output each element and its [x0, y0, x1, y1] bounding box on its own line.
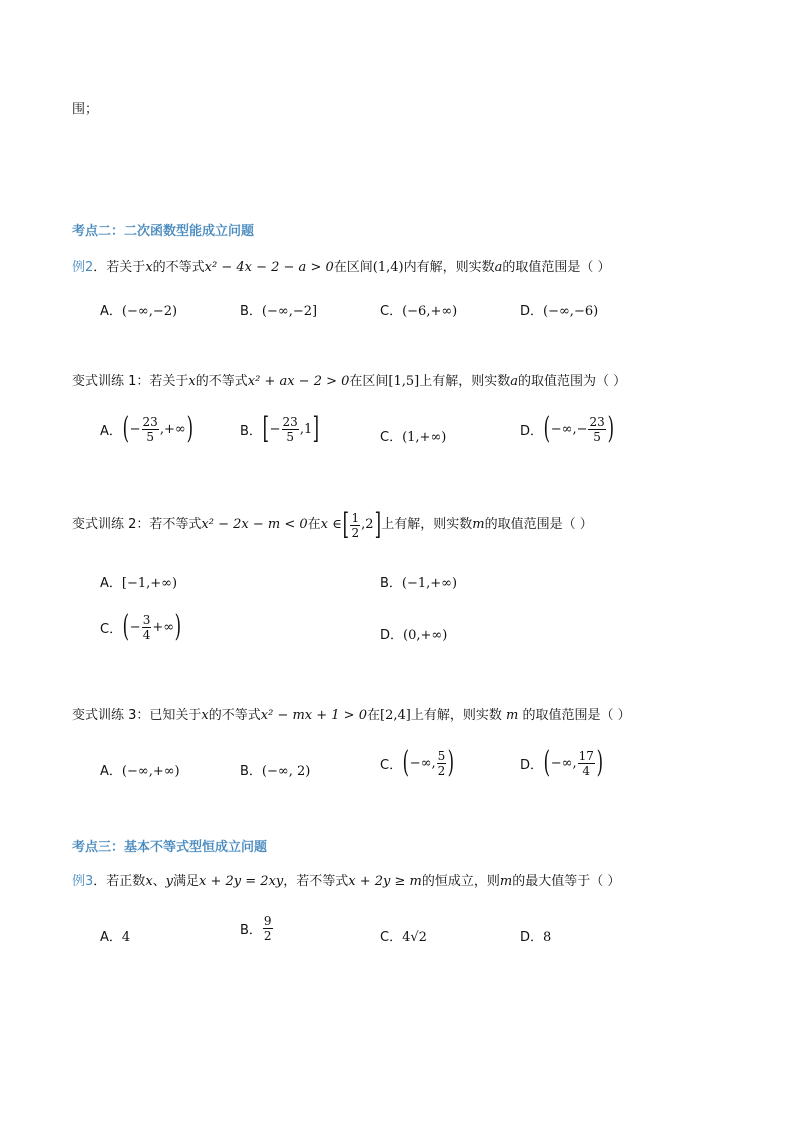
question-text: 内有解，则实数: [403, 260, 495, 275]
math-var: m: [499, 874, 513, 889]
option-d[interactable]: D． ( −∞,− $\frac{23}{5}$ ): [520, 411, 614, 446]
question-text: 满足: [173, 874, 200, 889]
math-var: x: [145, 874, 153, 889]
option-d[interactable]: D．(−∞,−6): [520, 304, 599, 319]
question-ex3: [72, 872, 620, 892]
example-prefix: 例: [72, 260, 86, 275]
option-b[interactable]: B．(−1,+∞): [380, 576, 458, 591]
question-text: 的不等式: [152, 260, 205, 275]
question-text: 在区间: [349, 374, 389, 389]
option-c[interactable]: C． ( −∞, $\frac{5}{2}$ ): [380, 745, 455, 780]
option-c[interactable]: C．4√2: [380, 930, 427, 945]
example-prefix: 例: [72, 874, 86, 889]
math-var: y: [165, 874, 174, 889]
math-var: m: [472, 517, 485, 532]
question-text: ．若正数: [93, 874, 146, 889]
question-text: 的恒成立，则: [421, 874, 500, 889]
question-text: ，若不等式: [283, 874, 349, 889]
option-b[interactable]: B．(−∞, 2): [240, 764, 311, 779]
option-d[interactable]: D．8: [520, 930, 552, 945]
question-variant-3: [72, 706, 631, 726]
math-var: x: [188, 374, 196, 389]
math-inequality: x² + ax − 2 > 0: [247, 374, 350, 389]
math-inequality: x² − mx + 1 > 0: [260, 708, 367, 723]
example-number: 3: [85, 874, 94, 889]
question-text: 的取值范围为（ ）: [518, 374, 627, 389]
question-text: 在: [307, 517, 321, 532]
option-b[interactable]: B．(−∞,−2]: [240, 304, 318, 319]
math-var: x: [145, 260, 153, 275]
option-d[interactable]: D． ( −∞, $\frac{17}{4}$ ): [520, 745, 603, 780]
option-c[interactable]: C．(1,+∞): [380, 430, 447, 445]
option-b[interactable]: B． $\frac{9}{2}$: [240, 914, 272, 943]
question-text: 的取值范围是（ ）: [484, 517, 593, 532]
math-interval: [2,4]: [380, 708, 411, 723]
question-text: 上有解，则实数: [419, 374, 511, 389]
question-text: 上有解，则实数: [410, 708, 502, 723]
math-interval: (1,4): [372, 260, 404, 275]
math-var: a: [494, 260, 503, 275]
question-variant-2: 变式训练 2：若不等式 x² − 2x − m < 0 在 x ∈ [ $\frac{1}{2}$ ,2 ] 上有解，则实数 m 的取值范围是（ ）: [72, 507, 593, 542]
option-a[interactable]: A．(−∞,−2): [100, 304, 178, 319]
math-var: a: [510, 374, 519, 389]
continued-text: 围；: [72, 102, 99, 117]
math-var: x: [201, 708, 209, 723]
option-c[interactable]: C． ( − $\frac{3}{4}$ +∞ ): [100, 609, 182, 644]
option-a[interactable]: A．4: [100, 930, 131, 945]
question-text: 变式训练 1：若关于: [72, 374, 189, 389]
math-equation: x + 2y = 2xy: [199, 874, 284, 889]
math-inequality: x² − 2x − m < 0: [201, 517, 308, 532]
math-inequality: x + 2y ≥ m: [348, 874, 422, 889]
question-text: 变式训练 2：若不等式: [72, 517, 202, 532]
question-text: 的取值范围是（ ）: [522, 708, 631, 723]
question-text: 变式训练 3：已知关于: [72, 708, 202, 723]
section-heading-2: 考点二：二次函数型能成立问题: [72, 224, 255, 239]
question-text: 的不等式: [195, 374, 248, 389]
option-a[interactable]: A．[−1,+∞): [100, 576, 178, 591]
question-text: 的取值范围是（ ）: [502, 260, 611, 275]
option-d[interactable]: D．(0,+∞): [380, 628, 448, 643]
math-var: m: [505, 708, 519, 723]
section-heading-3: 考点三：基本不等式型恒成立问题: [72, 840, 268, 855]
math-interval: [1,5]: [388, 374, 420, 389]
question-ex2: [72, 258, 611, 278]
question-text: 上有解，则实数: [381, 517, 473, 532]
option-a[interactable]: A． ( − $\frac{23}{5}$ ,+∞ ): [100, 411, 193, 446]
math-inequality: x² − 4x − 2 − a > 0: [204, 260, 334, 275]
question-text: 在: [366, 708, 380, 723]
example-number: 2: [85, 260, 94, 275]
question-text: 的最大值等于（ ）: [512, 874, 621, 889]
option-c[interactable]: C．(−6,+∞): [380, 304, 458, 319]
separator: 、: [152, 874, 166, 889]
option-a[interactable]: A．(−∞,+∞): [100, 764, 180, 779]
math-condition: x ∈: [320, 517, 342, 532]
question-text: 的不等式: [208, 708, 261, 723]
question-variant-1: [72, 372, 626, 392]
question-text: ．若关于: [93, 260, 146, 275]
question-text: 在区间: [333, 260, 373, 275]
option-b[interactable]: B． [ − $\frac{23}{5}$ ,1 ]: [240, 411, 320, 446]
